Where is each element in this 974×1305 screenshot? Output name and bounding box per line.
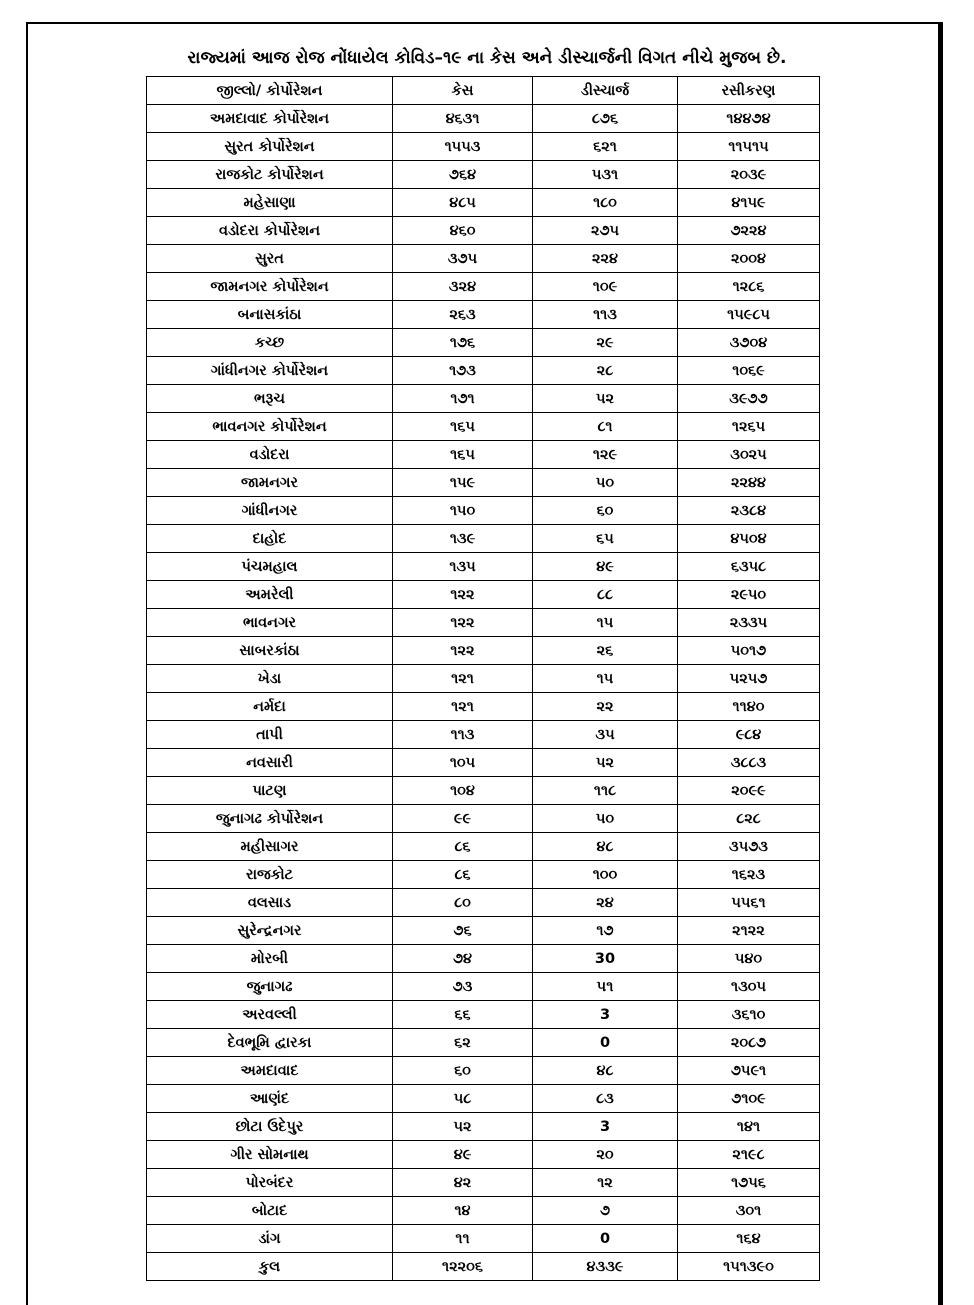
table-row	[147, 889, 820, 917]
covid-district-table	[146, 76, 820, 1281]
cell-vaccination: ૩૮૮૩	[678, 749, 820, 777]
cell-cases: ૧૭૧	[393, 385, 533, 413]
cell-district: કચ્છ	[147, 329, 393, 357]
table-row	[147, 917, 820, 945]
cell-discharge: ૬૨૧	[533, 133, 678, 161]
table-row	[147, 105, 820, 133]
cell-discharge: ૨૯	[533, 329, 678, 357]
cell-cases: ૧૬૫	[393, 441, 533, 469]
table-row	[147, 1197, 820, 1225]
cell-cases: ૭૬૪	[393, 161, 533, 189]
cell-district: આણંદ	[147, 1085, 393, 1113]
cell-vaccination: ૯૮૪	[678, 721, 820, 749]
table-row	[147, 1169, 820, 1197]
cell-cases: ૧૦૫	[393, 749, 533, 777]
cell-vaccination: ૬૩૫૮	[678, 553, 820, 581]
cell-vaccination: ૨૧૯૮	[678, 1141, 820, 1169]
cell-vaccination: ૧૪૧	[678, 1113, 820, 1141]
cell-cases: ૧૪	[393, 1197, 533, 1225]
table-row	[147, 749, 820, 777]
table-row	[147, 945, 820, 973]
cell-vaccination: ૧૩૦૫	[678, 973, 820, 1001]
cell-discharge: 30	[533, 945, 678, 973]
cell-cases: ૪૯	[393, 1141, 533, 1169]
cell-discharge: ૪૩૩૯	[533, 1253, 678, 1281]
table-row	[147, 161, 820, 189]
cell-cases: ૬૦	[393, 1057, 533, 1085]
table-row	[147, 441, 820, 469]
cell-vaccination: ૧૪૪૭૪	[678, 105, 820, 133]
cell-discharge: ૧૨	[533, 1169, 678, 1197]
cell-discharge: ૨૪	[533, 889, 678, 917]
cell-district: ગીર સોમનાથ	[147, 1141, 393, 1169]
cell-vaccination: ૩૦૧	[678, 1197, 820, 1225]
cell-cases: ૧૨૨	[393, 609, 533, 637]
table-row	[147, 1001, 820, 1029]
cell-district: અમરેલી	[147, 581, 393, 609]
cell-discharge: ૨૮	[533, 357, 678, 385]
cell-vaccination: ૫૪૦	[678, 945, 820, 973]
cell-cases: ૧૫૫૩	[393, 133, 533, 161]
cell-vaccination: ૨૦૯૯	[678, 777, 820, 805]
cell-vaccination: ૫૦૧૭	[678, 637, 820, 665]
cell-vaccination: ૩૫૭૩	[678, 833, 820, 861]
cell-cases: ૩૭૫	[393, 245, 533, 273]
table-row	[147, 637, 820, 665]
cell-discharge: ૫૧	[533, 973, 678, 1001]
table-body	[147, 105, 820, 1281]
table-row	[147, 581, 820, 609]
cell-cases: ૫૨	[393, 1113, 533, 1141]
table-row	[147, 1225, 820, 1253]
table-row	[147, 1029, 820, 1057]
cell-vaccination: ૨૦૮૭	[678, 1029, 820, 1057]
table-row	[147, 861, 820, 889]
cell-discharge: ૧૮૦	[533, 189, 678, 217]
cell-cases: ૧૨૨	[393, 637, 533, 665]
cell-cases: ૨૬૩	[393, 301, 533, 329]
table-row	[147, 329, 820, 357]
cell-discharge: ૨૬	[533, 637, 678, 665]
table-header-row	[147, 77, 820, 105]
cell-cases: ૫૮	[393, 1085, 533, 1113]
cell-district: પોરબંદર	[147, 1169, 393, 1197]
cell-vaccination: ૧૨૬૫	[678, 413, 820, 441]
cell-vaccination: ૩૯૭૭	[678, 385, 820, 413]
cell-district: ભાવનગર કોર્પોરેશન	[147, 413, 393, 441]
cell-district: પાટણ	[147, 777, 393, 805]
table-row	[147, 469, 820, 497]
report-title: રાજ્યમાં આજ રોજ નોંધાયેલ કોવિડ–૧૯ ના કેસ અને ડીસ્ચાર્જની વિગત નીચે મુજબ છે.	[187, 48, 787, 68]
cell-cases: ૧૩૫	[393, 553, 533, 581]
cell-vaccination: ૨૩૩૫	[678, 609, 820, 637]
cell-discharge: ૫૦	[533, 469, 678, 497]
table-row	[147, 525, 820, 553]
table-row	[147, 413, 820, 441]
table-row	[147, 777, 820, 805]
cell-discharge: ૭	[533, 1197, 678, 1225]
cell-cases: ૧૭૩	[393, 357, 533, 385]
cell-cases: ૪૬૦	[393, 217, 533, 245]
cell-district: ડાંગ	[147, 1225, 393, 1253]
table-row	[147, 721, 820, 749]
cell-district: દાહોદ	[147, 525, 393, 553]
cell-district: સાબરકાંઠા	[147, 637, 393, 665]
cell-district: મોરબી	[147, 945, 393, 973]
cell-district: રાજકોટ કોર્પોરેશન	[147, 161, 393, 189]
table-row	[147, 609, 820, 637]
cell-district: ગાંધીનગર	[147, 497, 393, 525]
header-vaccination: રસીકરણ	[678, 77, 820, 105]
cell-vaccination: ૧૬૪	[678, 1225, 820, 1253]
table-total-row	[147, 1253, 820, 1281]
cell-district: જામનગર	[147, 469, 393, 497]
cell-cases: ૧૫૯	[393, 469, 533, 497]
table-row	[147, 973, 820, 1001]
cell-district: ગાંધીનગર કોર્પોરેશન	[147, 357, 393, 385]
cell-district: છોટા ઉદેપુર	[147, 1113, 393, 1141]
header-district: જીલ્લો/ કોર્પોરેશન	[147, 77, 393, 105]
cell-vaccination: ૭૨૨૪	[678, 217, 820, 245]
cell-discharge: ૧૭	[533, 917, 678, 945]
cell-cases: ૪૬૩૧	[393, 105, 533, 133]
cell-discharge: ૮૩	[533, 1085, 678, 1113]
cell-discharge: ૨૨૪	[533, 245, 678, 273]
cell-vaccination: ૩૭૦૪	[678, 329, 820, 357]
cell-discharge: ૧૦૯	[533, 273, 678, 301]
table-row	[147, 833, 820, 861]
table-row	[147, 273, 820, 301]
cell-district: અમદાવાદ કોર્પોરેશન	[147, 105, 393, 133]
cell-district: તાપી	[147, 721, 393, 749]
cell-district: પંચમહાલ	[147, 553, 393, 581]
cell-vaccination: ૮૨૮	[678, 805, 820, 833]
cell-cases: ૮૬	[393, 861, 533, 889]
cell-discharge: ૮૧	[533, 413, 678, 441]
cell-discharge: ૫૩૧	[533, 161, 678, 189]
cell-cases: ૧૨૨	[393, 581, 533, 609]
cell-district: સુરત કોર્પોરેશન	[147, 133, 393, 161]
cell-cases: ૭૩	[393, 973, 533, 1001]
table-row	[147, 217, 820, 245]
table-row	[147, 245, 820, 273]
cell-vaccination: ૫૫૬૧	[678, 889, 820, 917]
cell-cases: ૭૪	[393, 945, 533, 973]
cell-vaccination: ૪૫૦૪	[678, 525, 820, 553]
table-row	[147, 133, 820, 161]
cell-vaccination: ૧૬૨૩	[678, 861, 820, 889]
table-row	[147, 1113, 820, 1141]
cell-district: વડોદરા કોર્પોરેશન	[147, 217, 393, 245]
cell-discharge: ૧૫	[533, 609, 678, 637]
cell-cases: ૧૨૨૦૬	[393, 1253, 533, 1281]
cell-district: ખેડા	[147, 665, 393, 693]
cell-cases: ૧૫૦	[393, 497, 533, 525]
cell-district: જામનગર કોર્પોરેશન	[147, 273, 393, 301]
cell-vaccination: ૩૦૨૫	[678, 441, 820, 469]
cell-cases: ૧૭૬	[393, 329, 533, 357]
cell-vaccination: ૨૧૨૨	[678, 917, 820, 945]
cell-discharge: 0	[533, 1225, 678, 1253]
cell-discharge: ૧૧૮	[533, 777, 678, 805]
cell-cases: ૧૨૧	[393, 665, 533, 693]
cell-vaccination: ૨૩૮૪	[678, 497, 820, 525]
cell-discharge: ૨૦	[533, 1141, 678, 1169]
cell-discharge: ૧૧૩	[533, 301, 678, 329]
cell-vaccination: ૨૨૪૪	[678, 469, 820, 497]
cell-district: વલસાડ	[147, 889, 393, 917]
cell-discharge: ૨૨	[533, 693, 678, 721]
cell-district: નવસારી	[147, 749, 393, 777]
cell-district: દેવભૂમિ દ્વારકા	[147, 1029, 393, 1057]
cell-discharge: ૬૫	[533, 525, 678, 553]
cell-vaccination: ૧૨૮૬	[678, 273, 820, 301]
cell-discharge: 3	[533, 1113, 678, 1141]
cell-vaccination: ૧૧૫૧૫	[678, 133, 820, 161]
cell-cases: ૮૬	[393, 833, 533, 861]
cell-discharge: ૮૭૬	[533, 105, 678, 133]
table-row	[147, 385, 820, 413]
cell-discharge: ૫૨	[533, 385, 678, 413]
cell-district: નર્મદા	[147, 693, 393, 721]
cell-discharge: ૧૫	[533, 665, 678, 693]
table-row	[147, 301, 820, 329]
header-discharge: ડીસ્ચાર્જ	[533, 77, 678, 105]
cell-discharge: ૮૮	[533, 581, 678, 609]
cell-district: અરવલ્લી	[147, 1001, 393, 1029]
cell-vaccination: ૩૬૧૦	[678, 1001, 820, 1029]
cell-discharge: ૩૫	[533, 721, 678, 749]
cell-discharge: 0	[533, 1029, 678, 1057]
cell-cases: ૪૮૫	[393, 189, 533, 217]
cell-vaccination: ૭૧૦૯	[678, 1085, 820, 1113]
cell-vaccination: ૨૦૦૪	[678, 245, 820, 273]
cell-cases: ૪૨	[393, 1169, 533, 1197]
cell-cases: ૧૬૫	[393, 413, 533, 441]
cell-discharge: ૫૦	[533, 805, 678, 833]
cell-district: સુરત	[147, 245, 393, 273]
cell-cases: ૧૨૧	[393, 693, 533, 721]
cell-discharge: ૪૮	[533, 1057, 678, 1085]
cell-vaccination: ૧૦૬૯	[678, 357, 820, 385]
cell-discharge: ૧૦૦	[533, 861, 678, 889]
cell-cases: ૧૧૩	[393, 721, 533, 749]
cell-discharge: ૫૨	[533, 749, 678, 777]
cell-discharge: ૨૭૫	[533, 217, 678, 245]
table-row	[147, 805, 820, 833]
cell-cases: ૯૯	[393, 805, 533, 833]
cell-cases: ૭૬	[393, 917, 533, 945]
cell-district: બનાસકાંઠા	[147, 301, 393, 329]
cell-district: ભરૂચ	[147, 385, 393, 413]
table-row	[147, 1141, 820, 1169]
cell-cases: ૧૧	[393, 1225, 533, 1253]
cell-district: અમદાવાદ	[147, 1057, 393, 1085]
table-row	[147, 693, 820, 721]
cell-cases: ૮૦	[393, 889, 533, 917]
cell-cases: ૩૨૪	[393, 273, 533, 301]
cell-district: રાજકોટ	[147, 861, 393, 889]
cell-discharge: ૬૦	[533, 497, 678, 525]
cell-vaccination: ૨૦૩૯	[678, 161, 820, 189]
cell-district: જુનાગઢ કોર્પોરેશન	[147, 805, 393, 833]
cell-district: કુલ	[147, 1253, 393, 1281]
cell-discharge: ૪૮	[533, 833, 678, 861]
cell-cases: ૧૩૯	[393, 525, 533, 553]
table-row	[147, 357, 820, 385]
cell-discharge: ૪૯	[533, 553, 678, 581]
cell-vaccination: ૫૨૫૭	[678, 665, 820, 693]
cell-cases: ૬૨	[393, 1029, 533, 1057]
cell-vaccination: ૪૧૫૯	[678, 189, 820, 217]
cell-vaccination: ૨૯૫૦	[678, 581, 820, 609]
cell-vaccination: ૧૫૯૮૫	[678, 301, 820, 329]
cell-vaccination: ૧૭૫૬	[678, 1169, 820, 1197]
cell-discharge: ૧૨૯	[533, 441, 678, 469]
cell-vaccination: ૧૧૪૦	[678, 693, 820, 721]
cell-district: સુરેન્દ્રનગર	[147, 917, 393, 945]
cell-discharge: 3	[533, 1001, 678, 1029]
table-row	[147, 665, 820, 693]
cell-vaccination: ૭૫૯૧	[678, 1057, 820, 1085]
cell-district: મહેસાણા	[147, 189, 393, 217]
cell-vaccination: ૧૫૧૩૯૦	[678, 1253, 820, 1281]
cell-district: બોટાદ	[147, 1197, 393, 1225]
cell-cases: ૬૬	[393, 1001, 533, 1029]
table-row	[147, 553, 820, 581]
cell-district: ભાવનગર	[147, 609, 393, 637]
cell-cases: ૧૦૪	[393, 777, 533, 805]
cell-district: વડોદરા	[147, 441, 393, 469]
table-row	[147, 1085, 820, 1113]
table-row	[147, 497, 820, 525]
table-row	[147, 1057, 820, 1085]
cell-district: જુનાગઢ	[147, 973, 393, 1001]
header-cases: કેસ	[393, 77, 533, 105]
cell-district: મહીસાગર	[147, 833, 393, 861]
table-row	[147, 189, 820, 217]
